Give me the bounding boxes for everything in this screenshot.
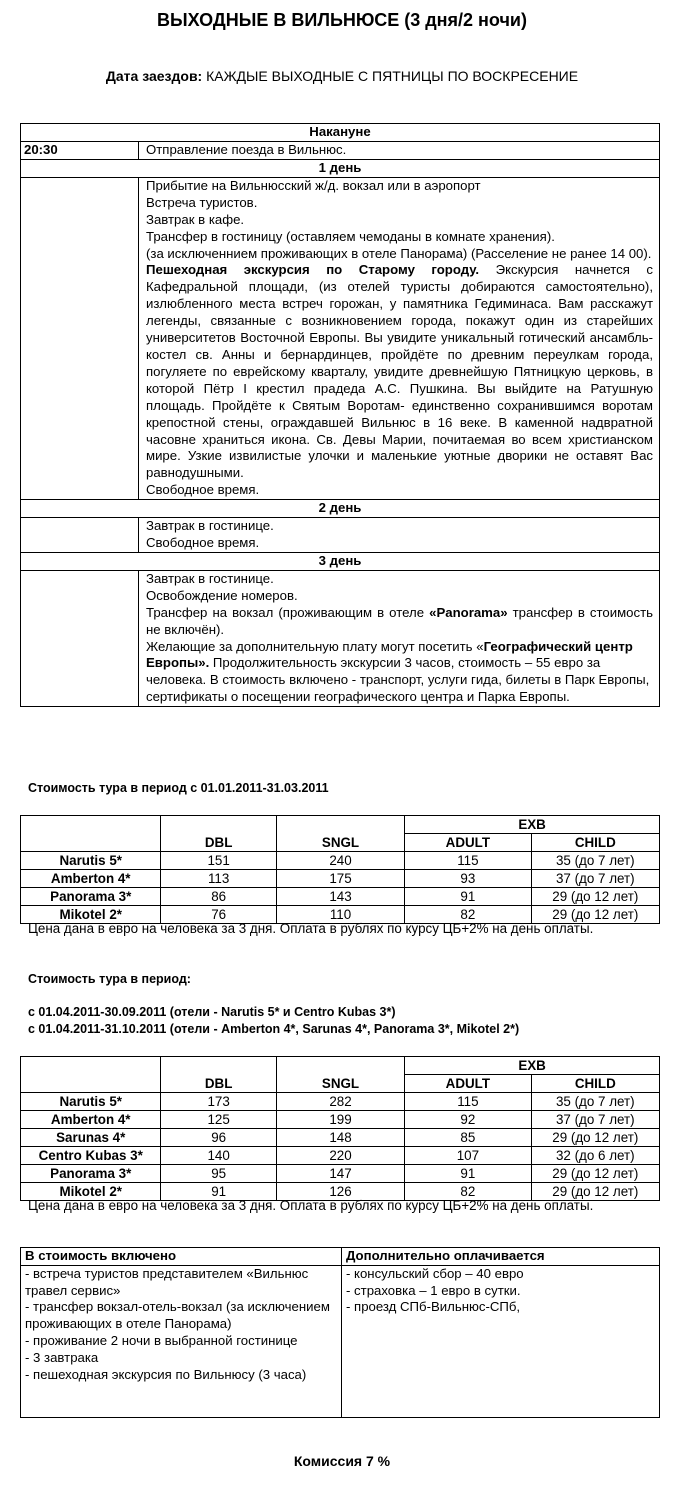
adult-price: 115 bbox=[405, 852, 531, 870]
hotel-name: Narutis 5* bbox=[21, 852, 161, 870]
included-item: - встреча туристов представителем «Вильнюс травел сервис» bbox=[25, 1265, 309, 1298]
day3-transfer bbox=[146, 605, 653, 639]
sngl-header: SNGL bbox=[276, 816, 404, 852]
adult-header: ADULT bbox=[405, 834, 531, 852]
included-item: - проживание 2 ночи в выбранной гостинице bbox=[25, 1332, 298, 1348]
day3-line: Завтрак в гостинице. bbox=[146, 570, 274, 586]
program-table bbox=[20, 123, 660, 707]
hotel-name: Amberton 4* bbox=[21, 870, 161, 888]
sngl-price: 148 bbox=[276, 1129, 404, 1147]
dbl-price: 113 bbox=[161, 870, 276, 888]
sngl-price: 220 bbox=[276, 1147, 404, 1165]
included-item: - трансфер вокзал-отель-вокзал (за исключением проживающих в отеле Панорама) bbox=[25, 1299, 330, 1332]
table-row bbox=[21, 852, 660, 870]
transfer-text: Трансфер на вокзал (проживающим в отеле bbox=[146, 604, 430, 620]
day1-line: (за исключеннием проживающих в отеле Панорама) (Расселение не ранее 14 00). bbox=[146, 245, 652, 261]
dbl-price: 96 bbox=[161, 1129, 276, 1147]
adult-header: ADULT bbox=[405, 1075, 531, 1093]
day2-time bbox=[21, 518, 139, 553]
day3-time bbox=[21, 570, 139, 706]
hotel-name: Centro Kubas 3* bbox=[21, 1147, 161, 1165]
sngl-price: 143 bbox=[276, 888, 404, 906]
child-price: 35 (до 7 лет) bbox=[531, 852, 659, 870]
sngl-price: 175 bbox=[276, 870, 404, 888]
child-header: CHILD bbox=[531, 1075, 659, 1093]
excursion-text: Экскурсия начнется с Кафедральной площади, (из отелей туристы добираются самостоятельно), излюбленного места встреч горожан, у памятника Гедиминаса. Вам расскажут легенды, связанные с возникновением города, покажут один из старейших университетов Восточной Европы. Вы увидите уникальный готический ансамбль- костел св. Анны и бернардинцев, пройдёте по древним переулкам города, погуляете по еврейскому кварталу, увидите древнейшую Пятницкую церковь, в которой Пётр I крестил прадеда А.С. Пушкина. Вы выйдите на Ратушную площадь. Пройдёте к Святым Воротам- единственно сохранившимся воротам крепостной стены, ограждавшей Вильнюс в 16 веке. В каменной надвратной часовне храниться икона. Св. Девы Марии, почитаемая во всем христианском мире. Узкие извилистые улочки и маленькие уютные дворики не оставят Вас равнодушными. bbox=[146, 262, 653, 481]
table-row bbox=[21, 1165, 660, 1183]
sngl-price: 110 bbox=[276, 906, 404, 924]
child-price: 29 (до 12 лет) bbox=[531, 1165, 659, 1183]
table-row bbox=[21, 177, 660, 499]
day2-description bbox=[139, 518, 660, 553]
table-row bbox=[21, 1265, 660, 1417]
dbl-price: 91 bbox=[161, 1183, 276, 1201]
hotel-header bbox=[21, 816, 161, 852]
day1-description bbox=[139, 177, 660, 499]
title-suffix: (3 дня/2 ночи) bbox=[404, 10, 527, 30]
band-eve: Накануне bbox=[21, 124, 660, 142]
included-item: - пешеходная экскурсия по Вильнюсу (3 часа) bbox=[25, 1366, 307, 1382]
dbl-price: 76 bbox=[161, 906, 276, 924]
price-note-1: Цена дана в евро на человека за 3 дня. Оплата в рублях по курсу ЦБ+2% на день оплаты. bbox=[28, 921, 594, 936]
extra-item: - консульский сбор – 40 евро bbox=[346, 1265, 524, 1281]
hotel-name: Panorama 3* bbox=[21, 888, 161, 906]
day3-line: Освобождение номеров. bbox=[146, 587, 298, 603]
included-item: - 3 завтрака bbox=[25, 1349, 99, 1365]
table-row bbox=[21, 142, 660, 160]
geo-text: Желающие за дополнительную плату могут посетить « bbox=[146, 638, 484, 654]
band-day1: 1 день bbox=[21, 159, 660, 177]
transfer-hotel: «Panorama» bbox=[429, 604, 508, 620]
dates-line bbox=[0, 68, 684, 84]
dbl-header: DBL bbox=[161, 816, 276, 852]
adult-price: 91 bbox=[405, 1165, 531, 1183]
excursion-paragraph bbox=[146, 262, 653, 482]
hotel-name: Amberton 4* bbox=[21, 1111, 161, 1129]
table-row bbox=[21, 870, 660, 888]
exb-header: EXB bbox=[405, 1057, 660, 1075]
child-price: 37 (до 7 лет) bbox=[531, 870, 659, 888]
day3-description bbox=[139, 570, 660, 706]
table-row bbox=[21, 1111, 660, 1129]
day1-line: Прибытие на Вильнюсский ж/д. вокзал или в аэропорт bbox=[146, 177, 481, 193]
extra-list bbox=[342, 1265, 660, 1417]
table-row bbox=[21, 1129, 660, 1147]
dbl-price: 140 bbox=[161, 1147, 276, 1165]
dbl-header: DBL bbox=[161, 1057, 276, 1093]
sngl-price: 199 bbox=[276, 1111, 404, 1129]
price-heading-2: Стоимость тура в период: bbox=[28, 972, 191, 986]
day1-line: Завтрак в кафе. bbox=[146, 211, 245, 227]
child-price: 35 (до 7 лет) bbox=[531, 1093, 659, 1111]
price-heading-1: Стоимость тура в период с 01.01.2011-31.03.2011 bbox=[28, 781, 329, 795]
adult-price: 85 bbox=[405, 1129, 531, 1147]
day1-line: Встреча туристов. bbox=[146, 194, 258, 210]
included-list bbox=[21, 1265, 342, 1417]
dates-value: КАЖДЫЕ ВЫХОДНЫЕ С ПЯТНИЦЫ ПО ВОСКРЕСЕНИЕ bbox=[206, 68, 579, 84]
extra-header: Дополнительно оплачивается bbox=[342, 1248, 660, 1266]
page-title bbox=[0, 10, 684, 31]
departure-time: 20:30 bbox=[21, 142, 139, 160]
dbl-price: 125 bbox=[161, 1111, 276, 1129]
sngl-price: 240 bbox=[276, 852, 404, 870]
dbl-price: 95 bbox=[161, 1165, 276, 1183]
day2-line: Свободное время. bbox=[146, 535, 260, 551]
adult-price: 91 bbox=[405, 888, 531, 906]
hotel-name: Mikotel 2* bbox=[21, 1183, 161, 1201]
transfer-text-end: трансфер в стоимость не включён). bbox=[146, 604, 653, 637]
geo-text-end: Продолжительность экскурсии 3 часов, стоимость – 55 евро за человека. В стоимость включено - транспорт, услуги гида, билеты в Парк Европы, сертификаты о посещении географического центра и Парка Европы. bbox=[146, 655, 650, 705]
inclusions-table bbox=[20, 1247, 660, 1418]
hotel-name: Panorama 3* bbox=[21, 1165, 161, 1183]
day3-geo bbox=[146, 639, 653, 707]
band-day3: 3 день bbox=[21, 552, 660, 570]
hotel-name: Mikotel 2* bbox=[21, 906, 161, 924]
sngl-header: SNGL bbox=[276, 1057, 404, 1093]
dbl-price: 173 bbox=[161, 1093, 276, 1111]
included-header: В стоимость включено bbox=[21, 1248, 342, 1266]
departure-text: Отправление поезда в Вильнюс. bbox=[139, 142, 660, 160]
child-price: 29 (до 12 лет) bbox=[531, 906, 659, 924]
child-header: CHILD bbox=[531, 834, 659, 852]
hotel-name: Narutis 5* bbox=[21, 1093, 161, 1111]
hotel-header bbox=[21, 1057, 161, 1093]
title-main: ВЫХОДНЫЕ В ВИЛЬНЮСЕ bbox=[157, 10, 400, 30]
excursion-title: Пешеходная экскурсия по Старому городу. bbox=[146, 262, 480, 278]
table-row bbox=[21, 1093, 660, 1111]
adult-price: 93 bbox=[405, 870, 531, 888]
extra-item: - страховка – 1 евро в сутки. bbox=[346, 1282, 521, 1298]
period-1: с 01.04.2011-30.09.2011 (отели - Narutis 5* и Centro Kubas 3*) bbox=[28, 1005, 396, 1019]
table-row bbox=[21, 1147, 660, 1165]
period-2: с 01.04.2011-31.10.2011 (отели - Amberton 4*, Sarunas 4*, Panorama 3*, Mikotel 2*) bbox=[28, 1022, 520, 1036]
day1-free-time: Свободное время. bbox=[146, 482, 260, 498]
adult-price: 92 bbox=[405, 1111, 531, 1129]
dbl-price: 86 bbox=[161, 888, 276, 906]
sngl-price: 147 bbox=[276, 1165, 404, 1183]
sngl-price: 126 bbox=[276, 1183, 404, 1201]
day1-line: Трансфер в гостиницу (оставляем чемоданы в комнате хранения). bbox=[146, 228, 555, 244]
adult-price: 82 bbox=[405, 906, 531, 924]
commission: Комиссия 7 % bbox=[293, 1453, 391, 1469]
band-day2: 2 день bbox=[21, 500, 660, 518]
adult-price: 107 bbox=[405, 1147, 531, 1165]
price-table-2 bbox=[20, 1056, 660, 1201]
child-price: 29 (до 12 лет) bbox=[531, 1129, 659, 1147]
day2-line: Завтрак в гостинице. bbox=[146, 518, 274, 534]
sngl-price: 282 bbox=[276, 1093, 404, 1111]
day1-time bbox=[21, 177, 139, 499]
child-price: 32 (до 6 лет) bbox=[531, 1147, 659, 1165]
hotel-name: Sarunas 4* bbox=[21, 1129, 161, 1147]
price-note-2: Цена дана в евро на человека за 3 дня. Оплата в рублях по курсу ЦБ+2% на день оплаты. bbox=[28, 1198, 594, 1213]
geo-title: Географический центр Европы». bbox=[146, 638, 633, 671]
price-table-1 bbox=[20, 815, 660, 924]
child-price: 29 (до 12 лет) bbox=[531, 888, 659, 906]
table-row bbox=[21, 888, 660, 906]
extra-item: - проезд СПб-Вильнюс-СПб, bbox=[346, 1299, 521, 1315]
table-row bbox=[21, 518, 660, 553]
table-row bbox=[21, 570, 660, 706]
exb-header: EXB bbox=[405, 816, 660, 834]
adult-price: 115 bbox=[405, 1093, 531, 1111]
child-price: 29 (до 12 лет) bbox=[531, 1183, 659, 1201]
adult-price: 82 bbox=[405, 1183, 531, 1201]
dates-label: Дата заездов: bbox=[105, 68, 203, 84]
dbl-price: 151 bbox=[161, 852, 276, 870]
child-price: 37 (до 7 лет) bbox=[531, 1111, 659, 1129]
